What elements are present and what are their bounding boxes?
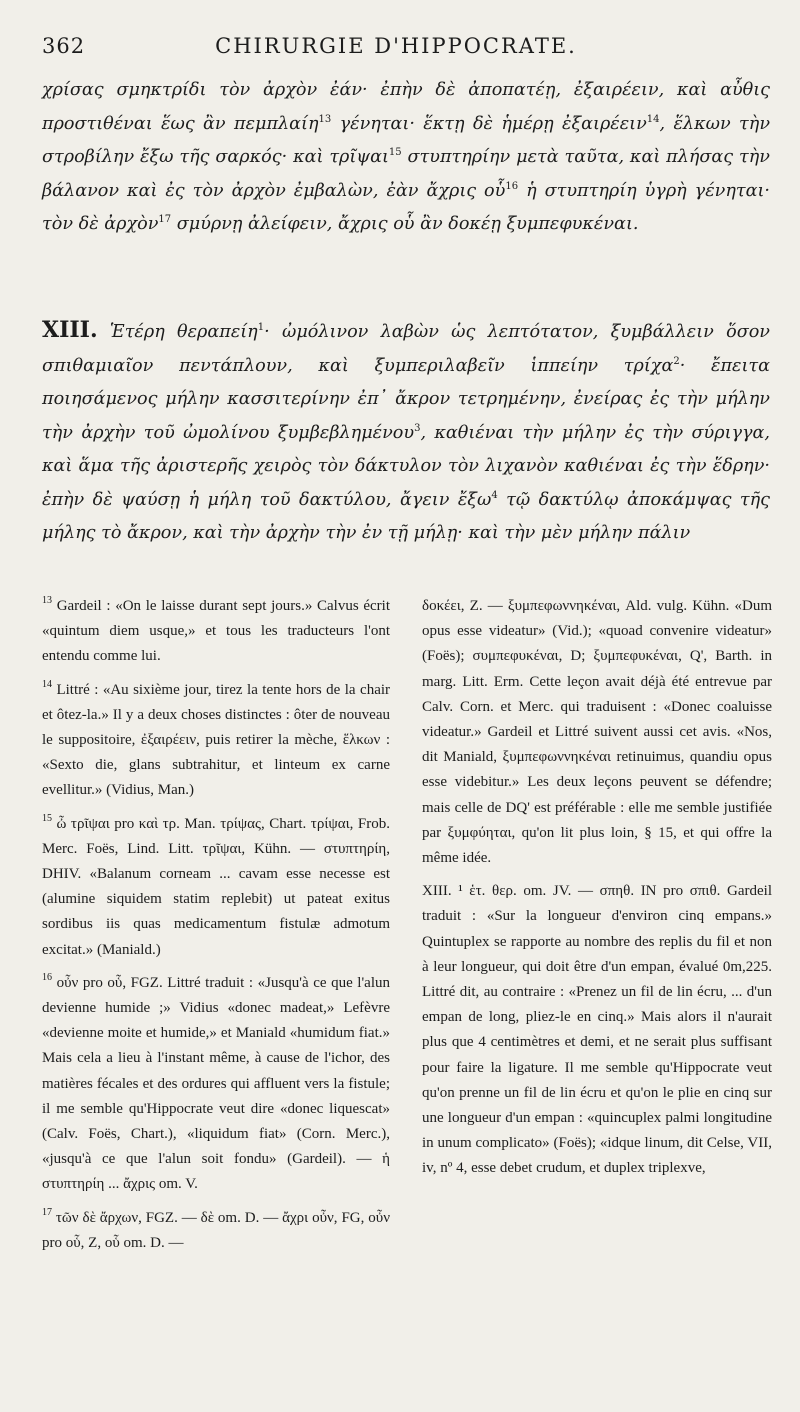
greek-line: Ἑτέρη θεραπείη — [109, 322, 258, 342]
footnote — [42, 678, 390, 804]
footnote-ref: 17 — [158, 214, 172, 225]
greek-line: · ὠμόλινον λαβὼν ὡς λεπτότατον, ξυμβάλλειν ὅσον σπιθαμιαῖον πεντάπλουν, καὶ ξυμπεριλαβεῖν ἱππείην τρίχα — [42, 322, 771, 376]
footnote-ref: 14 — [646, 113, 660, 125]
footnote-ref: 4 — [491, 489, 498, 501]
page-number: 362 — [42, 34, 86, 58]
greek-line: γένηται· ἕκτῃ δὲ ἡμέρῃ ἐξαιρέειν — [339, 113, 647, 134]
greek-line: τῷ δακτύλῳ ἀποκάμψας τῆς μήλης τὸ ἄκρον, καὶ τὴν ἀρχὴν τὴν ἐν τῇ μήλῃ· καὶ τὴν μὲν μήλην πάλιν — [42, 489, 771, 543]
footnote — [42, 812, 390, 963]
footnotes-right-column — [422, 594, 772, 1186]
footnote-text: Littré : «Au sixième jour, tirez la tente hors de la chair et ôtez-la.» Il y a deux choses distinctes : ôter de nouveau le suppositoire, ἐξαιρέειν, puis retirer la mèche, ἕλκων : «Sexto die, glans subtrahitur, et linteum ex carne evellitur.» (Vidius, Man.) — [42, 681, 391, 799]
section-number: XIII. — [42, 317, 98, 343]
greek-text-section-xiii — [42, 314, 770, 551]
footnote-ref: 3 — [414, 422, 421, 434]
page-header — [42, 34, 750, 64]
footnote-ref: 13 — [318, 113, 332, 125]
greek-line: · ἔπειτα ποιησάμενος μήλην κασσιτερίνην ἐπ᾽ ἄκρον τετρημένην, ἐνείρας ἐς τὴν μήλην τὴν ἀρχὴν τοῦ ὠμολίνου ξυμβεβλημένου — [42, 355, 770, 443]
greek-line: , καθιέναι τὴν μήλην ἐς τὴν σύριγγα, καὶ ἅμα τῆς ἀριστερῆς χειρὸς τὸν δάκτυλον τὸν λιχανὸν καθιέναι ἐς τὴν ἕδρην· ἐπὴν δὲ ψαύσῃ ἡ μήλη τοῦ δακτύλου, ἄγειν ἔξω — [42, 422, 770, 510]
footnote — [42, 1206, 390, 1256]
footnote-number: 16 — [42, 971, 52, 983]
footnote-text: ὦ τρῖψαι pro καὶ τρ. Man. τρίψας, Chart. τρίψαι, Frob. Merc. Foës, Lind. Litt. τρῖψαι, Kühn. — στυπτηρίη, DHIV. «Balanum corneam ... cavam esse necesse est (alumine siquidem statim replebit) ut pateat exitus sordibus iis quas medicamentum fistulæ admotum excitat.» (Maniald.) — [42, 815, 391, 958]
running-title: CHIRURGIE D'HIPPOCRATE. — [215, 34, 577, 58]
greek-line: ἡ στυπτηρίη ὑγρὴ γένηται· τὸν δὲ ἀρχὸν — [42, 180, 770, 234]
footnote-number: 13 — [42, 595, 52, 606]
footnote-text: οὖν pro οὗ, FGZ. Littré traduit : «Jusqu'à ce que l'alun devienne humide ;» Vidius «donec madeat,» Lefèvre «devienne moite et humide,» et Maniald «humidum fiat.» Mais cela a lieu à l'instant même, à cause de l'ichor, des matières fécales et des ordures qui affluent vers la fistule; il me semble qu'Hippocrate veut dire «donec liquescat» (Calv. Foës, Chart.), «liquidum fiat» (Corn. Merc.), «jusqu'à ce que l'alun soit fondu» (Gardeil). — ἡ στυπτηρίη ... ἄχρις om. V. — [42, 974, 390, 1193]
greek-line: χρίσας σμηκτρίδι τὸν ἀρχὸν ἐάν· ἐπὴν δὲ ἀποπατέῃ, ἐξαιρέειν, καὶ αὖθις προστιθέναι ἕως ἂν πεμπλαίη — [42, 80, 770, 134]
footnote — [42, 971, 390, 1198]
footnote-text: Gardeil : «On le laisse durant sept jours.» Calvus écrit «quintum diem usque,» et tous les traducteurs l'ont entendu comme lui. — [42, 598, 390, 665]
footnote-text: τῶν δὲ ἄρχων, FGZ. — δὲ om. D. — ἄχρι οὖν, FG, οὖν pro οὗ, Z, οὗ om. D. — — [42, 1209, 390, 1251]
footnote-ref: 15 — [388, 147, 402, 158]
greek-line: σμύρνῃ ἀλείφειν, ἄχρις οὗ ἂν δοκέῃ ξυμπεφυκέναι. — [176, 214, 639, 234]
footnote: XIII. ¹ ἑτ. θερ. om. JV. — σπηθ. IN pro σπιθ. Gardeil traduit : «Sur la longueur d'environ cinq empans.» Quintuplex se rapporte au nombre des replis du fil et non à leur longueur, qui doit être d'un empan, évalué 0m,225. Littré dit, au contraire : «Prenez un fil de lin écru, ... d'un empan de long, pliez-le en cinq.» Mais alors il n'aurait plus que 4 centimètres et demi, et ne serait plus suffisant pour faire la ligature. Il me semble qu'Hippocrate veut qu'on prenne un fil de lin écru et qu'on le plie en cinq sur une longueur d'un empan : «quincuplex palmi longitudine in unum complicato» (Foës); «idque linum, dit Celse, VII, iv, nº 4, esse debet crudum, et duplex triplexve, — [422, 883, 772, 1177]
footnote-ref: 1 — [257, 322, 265, 333]
footnote-ref: 16 — [505, 180, 519, 192]
greek-line: στυπτηρίην μετὰ ταῦτα, καὶ πλήσας τὴν βάλανον καὶ ἐς τὸν ἀρχὸν ἐμβαλὼν, ἐὰν ἄχρις οὗ — [42, 147, 770, 201]
footnote-number: 17 — [42, 1206, 52, 1218]
footnote-ref: 2 — [673, 355, 680, 367]
footnote-number: 14 — [42, 678, 52, 690]
footnote-continuation: δοκέει, Z. — ξυμπεφωννηκέναι, Ald. vulg. Kühn. «Dum opus esse videatur» (Vid.); «quoad convenire videatur» (Foës); συμπεφυκέναι, D; ξυμπεφυκέναι, Q', Barth. in marg. Litt. Erm. Cette leçon avait déjà été entrevue par Calv. Corn. et Merc. qui traduisent : «Donec coaluisse videatur.» Gardeil et Littré suivent aussi cet avis. «Nos, dit Maniald, ξυμπεφωννηκέναι retinuimus, quandiu opus esse videbitur.» Les deux leçons peuvent se défendre; mais celle de DQ' est préférable : elle me semble justifiée par ξυμφύηται, qu'on lit plus loin, § 15, et qui offre la même idée. — [422, 598, 772, 867]
footnotes-left-column — [42, 594, 390, 1260]
greek-text-block-1 — [42, 74, 770, 242]
footnote — [42, 594, 390, 670]
footnote-number: 15 — [42, 812, 52, 824]
greek-line: , ἕλκων τὴν στροβίλην ἔξω τῆς σαρκός· καὶ τρῖψαι — [42, 113, 771, 167]
